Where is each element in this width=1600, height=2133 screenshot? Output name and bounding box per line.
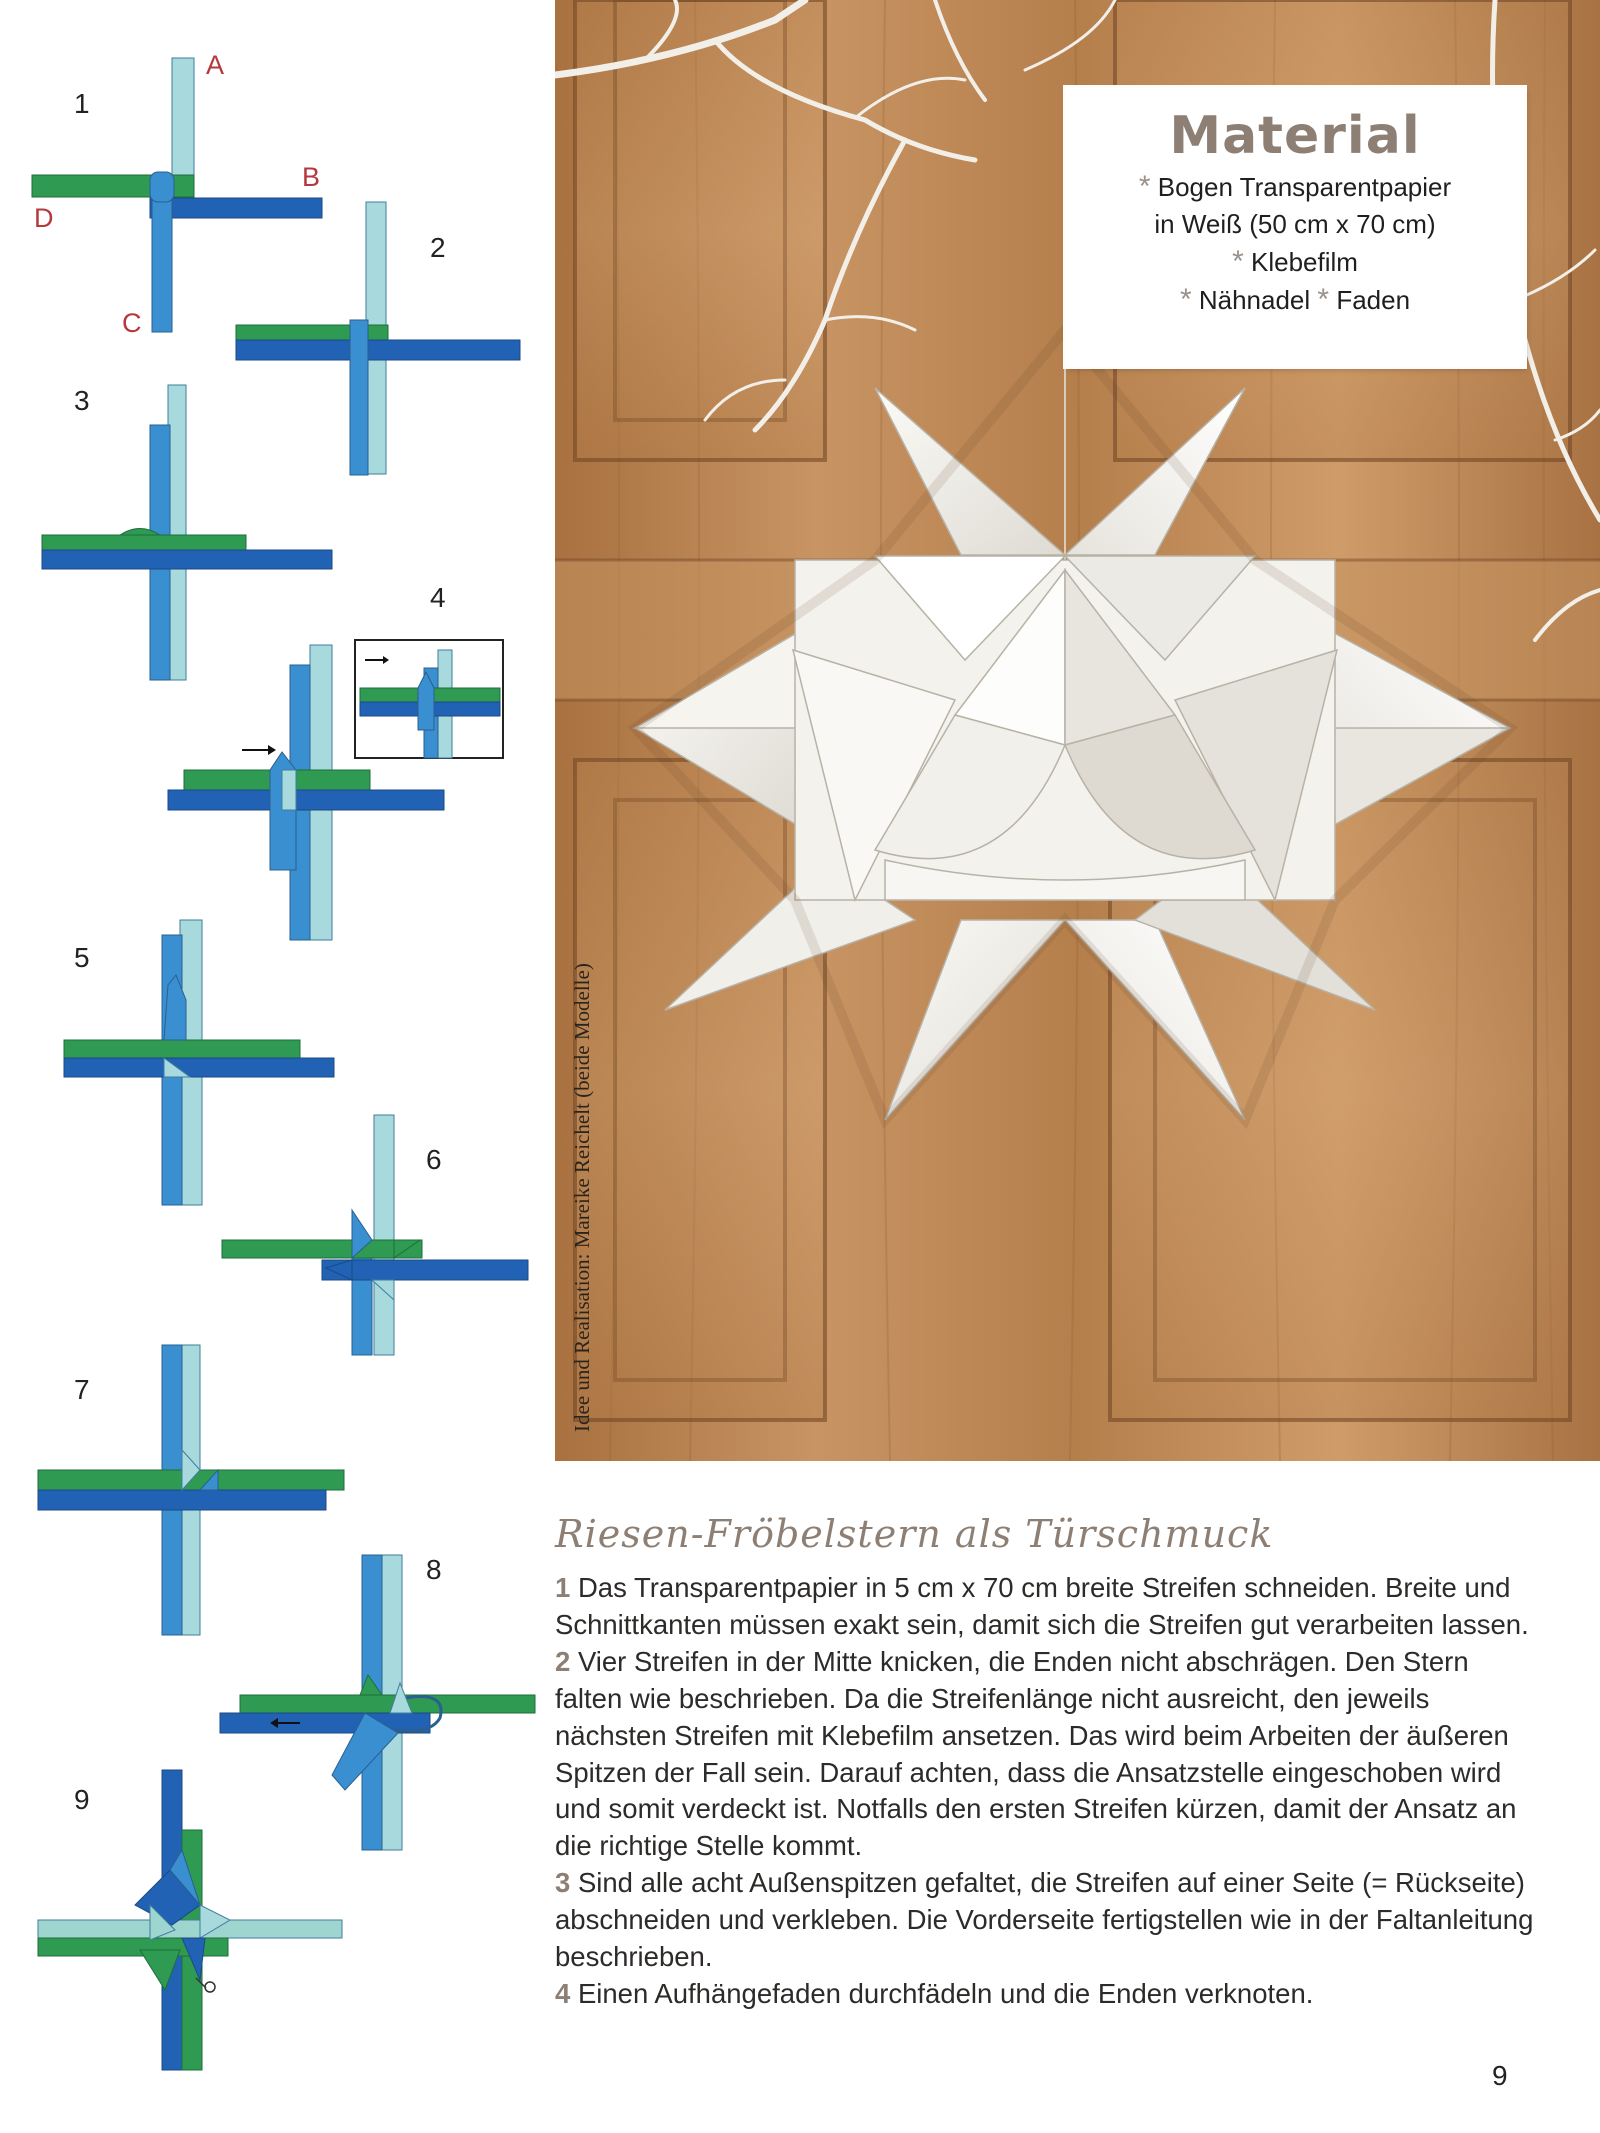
article-body [555,1570,1540,2013]
material-line-2 [1066,206,1524,243]
instruction-paragraph-3 [555,1865,1540,1976]
step-number-2: 2 [430,232,446,263]
instruction-paragraph-4 [555,1976,1540,2013]
asterisk-icon: * [1179,283,1192,316]
step-number-8: 8 [426,1554,442,1585]
asterisk-icon: * [1232,245,1244,278]
diagram-step-6 [222,1115,528,1355]
diagram-step-4 [168,640,503,940]
instruction-text: Sind alle acht Außenspitzen gefaltet, die Streifen auf einer Seite (= Rückseite) abschneiden und verkleben. Die Vorderseite fertigstellen wie in der Faltanleitung beschrieben. [555,1867,1534,1973]
instruction-text: Vier Streifen in der Mitte knicken, die Enden nicht abschrägen. Den Stern falten wie beschrieben. Da die Streifenlänge nicht ausreicht, den jeweils nächsten Streifen mit Klebefilm ansetzen. Das wird beim Arbeiten der äußeren Spitzen der Fall sein. Darauf achten, dass die Ansatzstelle eingeschoben wird und somit verdeckt ist. Notfalls den ersten Streifen kürzen, damit der Ansatz an die richtige Stelle kommt. [555,1645,1517,1862]
step-number-9: 9 [74,1784,90,1815]
instruction-number: 3 [555,1867,571,1899]
material-title: Material [1169,106,1421,166]
diagram-step-2 [236,202,520,475]
instruction-number: 1 [555,1572,571,1603]
material-item-thread: Faden [1336,285,1411,315]
material-item-paper: Bogen Transparentpapier [1157,172,1452,202]
material-line-4 [1066,281,1524,319]
step-number-1: 1 [74,88,90,119]
instruction-number: 4 [555,1977,571,2009]
diagram-step-3 [42,385,332,680]
instruction-number: 2 [555,1645,571,1677]
strip-label-d: D [34,203,54,233]
material-item-tape: Klebefilm [1250,247,1358,277]
material-line-1 [1066,168,1524,206]
step-number-7: 7 [74,1374,90,1405]
asterisk-icon: * [1317,283,1330,316]
photo-credit: Idee und Realisation: Mareike Reichelt (beide Modelle) [570,963,594,1432]
instruction-text: Einen Aufhängefaden durchfädeln und die Enden verknoten. [577,1977,1314,2009]
material-line-3 [1066,243,1524,281]
diagram-step-8 [220,1555,535,1850]
step-number-5: 5 [74,942,90,973]
page-number: 9 [1492,2060,1508,2091]
step-number-3: 3 [74,385,90,416]
article-title: Riesen-Fröbelstern als Türschmuck [555,1512,1274,1556]
instruction-paragraph-2 [555,1644,1540,1865]
asterisk-icon: * [1138,170,1151,203]
material-box [1066,88,1524,366]
folding-diagrams [0,0,550,2133]
step-number-6: 6 [426,1144,442,1175]
instruction-text: Das Transparentpapier in 5 cm x 70 cm breite Streifen schneiden. Breite und Schnittkanten müssen exakt sein, damit sich die Streifen gut verarbeiten lassen. [555,1572,1529,1640]
material-item-paper-size: in Weiß (50 cm x 70 cm) [1154,209,1436,239]
material-item-needle: Nähnadel [1198,285,1311,315]
strip-label-c: C [122,308,142,338]
strip-label-b: B [302,162,321,192]
diagram-step-5 [64,920,334,1205]
instruction-paragraph-1 [555,1570,1540,1644]
strip-label-a: A [206,50,225,80]
step-number-4: 4 [430,582,446,613]
